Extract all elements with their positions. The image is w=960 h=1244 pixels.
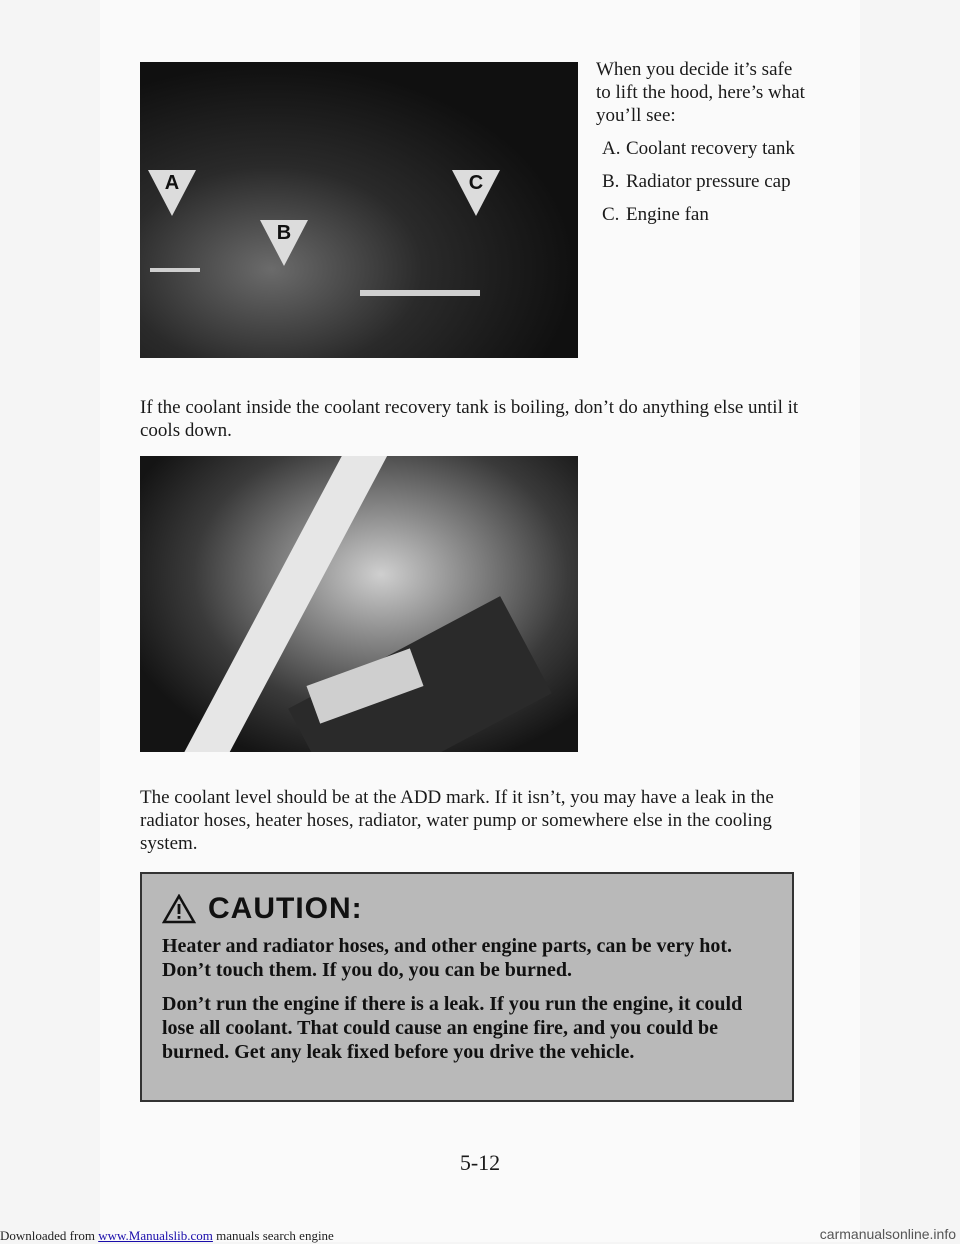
caution-title: CAUTION: [208, 892, 363, 925]
list-item-letter: B. [602, 171, 620, 192]
list-item-letter: A. [602, 138, 621, 159]
footer-prefix: Downloaded from [0, 1228, 99, 1243]
footer-suffix: manuals search engine [212, 1228, 334, 1243]
coolant-tank-photo [140, 456, 578, 752]
list-item [596, 203, 806, 226]
marker-b-letter: B [276, 222, 292, 244]
page-number: 5-12 [459, 1150, 501, 1175]
coolant-level-paragraph: The coolant level should be at the ADD mark. If it isn’t, you may have a leak in the radiator hoses, heater hoses, radiator, water pump or somewhere else in the cooling system. [140, 787, 774, 854]
caution-text-leak: Don’t run the engine if there is a leak. If you run the engine, it could lose all coolant. That could cause an engine fire, and you could be burned. Get any leak fixed before you drive the vehicle. [162, 993, 743, 1063]
parts-list [596, 137, 806, 226]
list-item [596, 137, 806, 160]
battery-shape [288, 596, 552, 752]
intro-text: When you decide it’s safe to lift the hood, here’s what you’ll see: [596, 59, 805, 126]
boiling-paragraph: If the coolant inside the coolant recovery tank is boiling, don’t do anything else until it cools down. [140, 397, 799, 441]
list-item-label: Coolant recovery tank [626, 138, 795, 159]
warning-triangle-icon [162, 894, 196, 924]
engine-compartment-photo [140, 62, 578, 358]
intro-block [596, 58, 806, 236]
caution-box [140, 872, 794, 1102]
manualslib-link[interactable]: www.Manualslib.com [98, 1228, 213, 1243]
marker-c-letter: C [468, 172, 484, 194]
list-item-letter: C. [602, 204, 620, 225]
watermark: carmanualsonline.info [819, 1226, 956, 1242]
caution-header [162, 892, 772, 926]
photo-detail [150, 268, 200, 272]
list-item [596, 170, 806, 193]
photo-detail [360, 290, 480, 296]
marker-a-letter: A [164, 172, 180, 194]
list-item-label: Engine fan [626, 204, 709, 225]
list-item-label: Radiator pressure cap [626, 171, 791, 192]
caution-text-hot-parts: Heater and radiator hoses, and other engine parts, can be very hot. Don’t touch them. If you do, you can be burned. [162, 935, 732, 981]
